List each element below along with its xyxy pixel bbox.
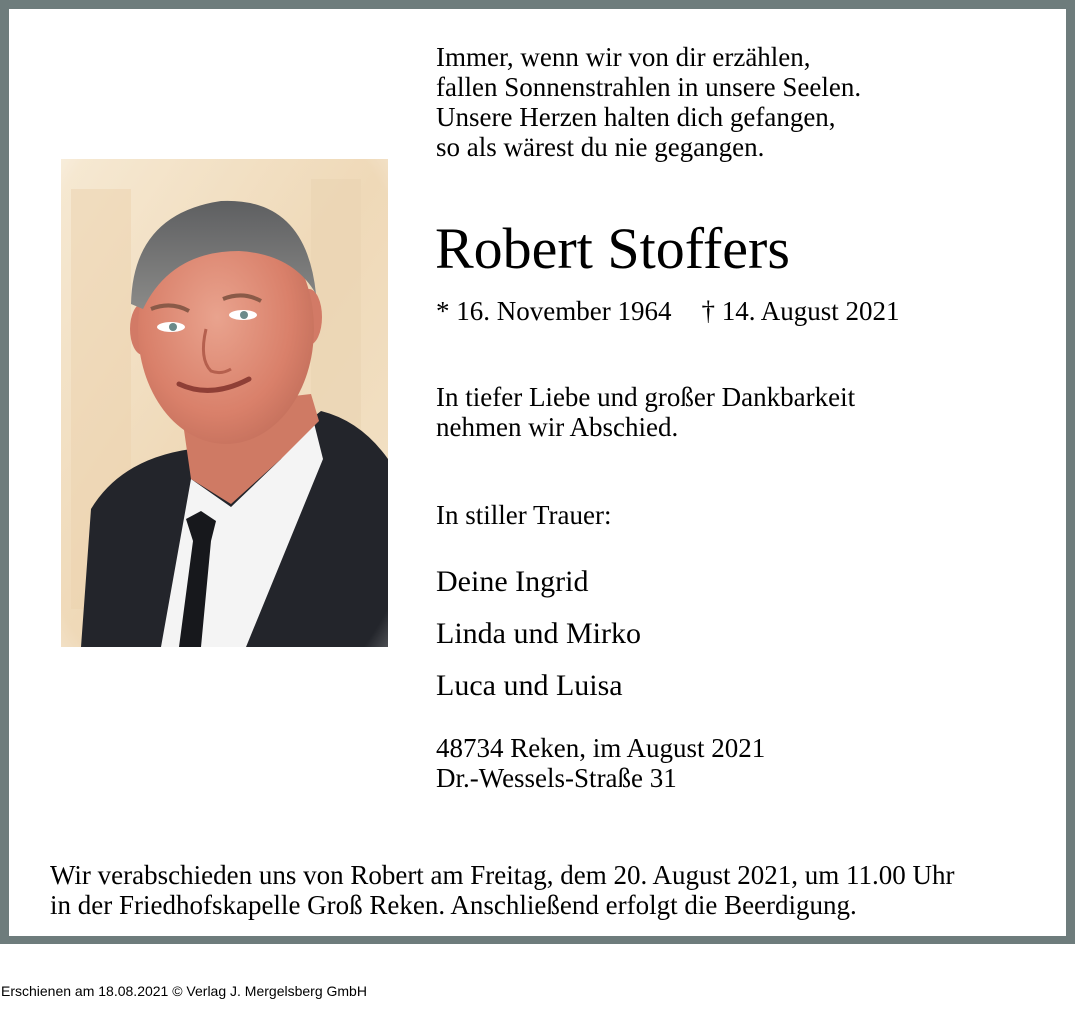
death-date: † 14. August 2021	[701, 296, 900, 326]
mourners-list	[436, 562, 641, 718]
mourner-name: Luca und Luisa	[436, 669, 623, 702]
funeral-line: Wir verabschieden uns von Robert am Freitag, dem 20. August 2021, um 11.00 Uhr	[50, 860, 955, 890]
mourning-label: In stiller Trauer:	[436, 500, 612, 530]
farewell-line: In tiefer Liebe und großer Dankbarkeit	[436, 382, 856, 412]
poem-line: fallen Sonnenstrahlen in unsere Seelen.	[436, 72, 862, 102]
mourner-name: Linda und Mirko	[436, 617, 641, 650]
funeral-line: in der Friedhofskapelle Groß Reken. Anschließend erfolgt die Beerdigung.	[50, 890, 857, 920]
mourner-name: Deine Ingrid	[436, 565, 589, 598]
address-line: 48734 Reken, im August 2021	[436, 733, 766, 763]
poem-line: so als wärest du nie gegangen.	[436, 132, 765, 162]
life-dates	[436, 295, 900, 327]
funeral-notice	[50, 860, 955, 920]
family-address	[436, 733, 765, 793]
publication-footer: Erschienen am 18.08.2021 © Verlag J. Mergelsberg GmbH	[1, 983, 367, 999]
birth-date: * 16. November 1964	[436, 296, 672, 326]
address-line: Dr.-Wessels-Straße 31	[436, 763, 677, 793]
deceased-name: Robert Stoffers	[435, 216, 790, 281]
farewell-text	[436, 382, 855, 442]
memorial-poem	[436, 42, 861, 162]
poem-line: Unsere Herzen halten dich gefangen,	[436, 102, 836, 132]
poem-line: Immer, wenn wir von dir erzählen,	[436, 42, 811, 72]
portrait-photo	[61, 159, 388, 647]
farewell-line: nehmen wir Abschied.	[436, 412, 679, 442]
